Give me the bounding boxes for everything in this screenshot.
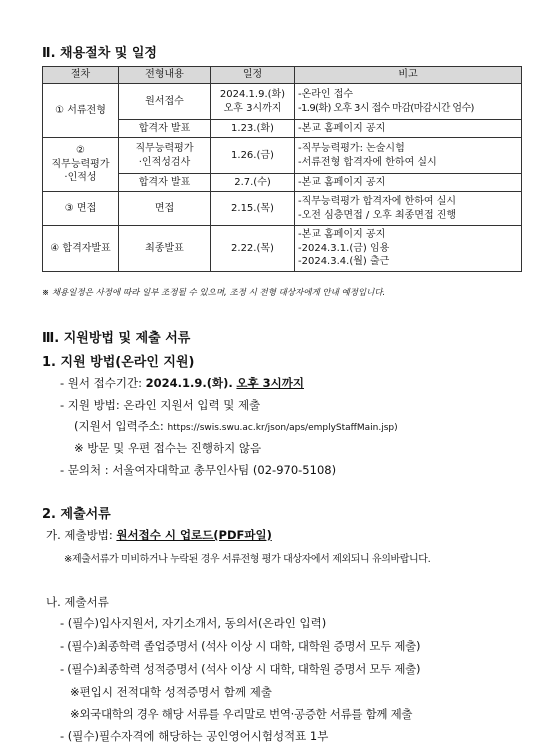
period-time: 오후 3시까지 [236,376,304,390]
header-note: 비고 [295,67,522,84]
doc-item: - (필수)필수자격에 해당하는 공인영어시험성적표 1부 [60,729,329,743]
table-header-row [43,67,522,84]
period-label: - 원서 접수기간: [60,376,146,390]
date-cell [211,84,295,120]
date-cell: 1.26.(금) [211,138,295,174]
content-line: ·인적성검사 [138,156,191,168]
table-row [43,226,522,272]
doc-subnote: ※편입시 전적대학 성적증명서 함께 제출 [70,685,272,699]
note-line: -직무능력평가: 논술시험 [298,143,405,154]
table-row [43,138,522,174]
table-row [43,192,522,226]
note-cell [295,138,522,174]
date-cell: 1.23.(화) [211,120,295,138]
note-line: -온라인 접수 [298,89,354,100]
submit-warning: ※제출서류가 미비하거나 누락된 경우 서류전형 평가 대상자에서 제외되니 유의바랍니다. [64,554,431,565]
content-cell: 합격자 발표 [119,174,211,192]
period-line [60,375,304,391]
method-line: - 지원 방법: 온라인 지원서 입력 및 제출 [60,398,261,412]
doc-item: - (필수)입사지원서, 자기소개서, 동의서(온라인 입력) [60,616,327,630]
header-content: 전형내용 [119,67,211,84]
note-cell [295,192,522,226]
content-cell [119,138,211,174]
submit-method-line [46,527,272,543]
contact-line: - 문의처 : 서울여자대학교 총무인사팀 (02-970-5108) [60,463,337,477]
note-cell [295,84,522,120]
step-cell [43,138,119,192]
date-cell: 2.7.(수) [211,174,295,192]
address-url[interactable]: https://swis.swu.ac.kr/json/aps/emplyStaffMain.jsp) [167,423,398,433]
doc-item: - (필수)최종학력 성적증명서 (석사 이상 시 대학, 대학원 증명서 모두 제출) [60,662,421,676]
schedule-table [42,66,522,272]
table-row [43,84,522,120]
step-cell: ③ 면접 [43,192,119,226]
section2-title: Ⅱ. 채용절차 및 일정 [42,46,157,61]
date-line: 2024.1.9.(화) [219,89,286,100]
section3-title: Ⅲ. 지원방법 및 제출 서류 [42,331,191,346]
note-cell [295,226,522,272]
step-line: 직무능력평가 [51,158,110,170]
step-line: ·인적성 [64,172,97,184]
sub1-title: 1. 지원 방법(온라인 지원) [42,355,195,370]
date-line: 오후 3시까지 [223,102,282,114]
content-cell: 원서접수 [119,84,211,120]
note-line: -2024.3.4.(월) 출근 [298,256,390,268]
documents-label: 나. 제출서류 [46,595,109,609]
note-line: -서류전형 합격자에 한하여 실시 [298,156,437,168]
date-cell: 2.15.(목) [211,192,295,226]
note-line: -본교 홈페이지 공지 [298,229,386,241]
note-line: -1.9(화) 오후 3시 접수 마감(마감시간 엄수) [298,102,474,114]
schedule-note: ※ 채용일정은 사정에 따라 일부 조정될 수 있으며, 조정 시 전형 대상자에게 안내 예정입니다. [42,288,386,298]
content-line: 직무능력평가 [135,143,194,154]
address-label: (지원서 입력주소: [74,419,168,433]
step-cell: ④ 합격자발표 [43,226,119,272]
note-line: -오전 심층면접 / 오후 최종면접 진행 [298,209,457,221]
period-date: 2024.1.9.(화). [145,376,233,390]
note-line: -2024.3.1.(금) 임용 [298,242,390,254]
doc-item: - (필수)최종학력 졸업증명서 (석사 이상 시 대학, 대학원 증명서 모두 제출) [60,639,421,653]
note-cell: -본교 홈페이지 공지 [295,120,522,138]
no-visit-note: ※ 방문 및 우편 접수는 진행하지 않음 [74,441,262,455]
sub2-title: 2. 제출서류 [42,507,111,522]
address-line [74,418,398,434]
date-cell: 2.22.(목) [211,226,295,272]
submit-method-value: 원서접수 시 업로드(PDF파일) [116,528,272,542]
header-date: 일정 [211,67,295,84]
content-cell: 합격자 발표 [119,120,211,138]
header-step: 절차 [43,67,119,84]
doc-subnote: ※외국대학의 경우 해당 서류를 우리말로 번역·공증한 서류를 함께 제출 [70,707,413,721]
step-cell: ① 서류전형 [43,84,119,138]
note-cell: -본교 홈페이지 공지 [295,174,522,192]
content-cell: 면접 [119,192,211,226]
submit-method-label: 가. 제출방법: [46,528,117,542]
content-cell: 최종발표 [119,226,211,272]
step-line: ② [76,145,85,157]
note-line: -직무능력평가 합격자에 한하여 실시 [298,196,457,207]
